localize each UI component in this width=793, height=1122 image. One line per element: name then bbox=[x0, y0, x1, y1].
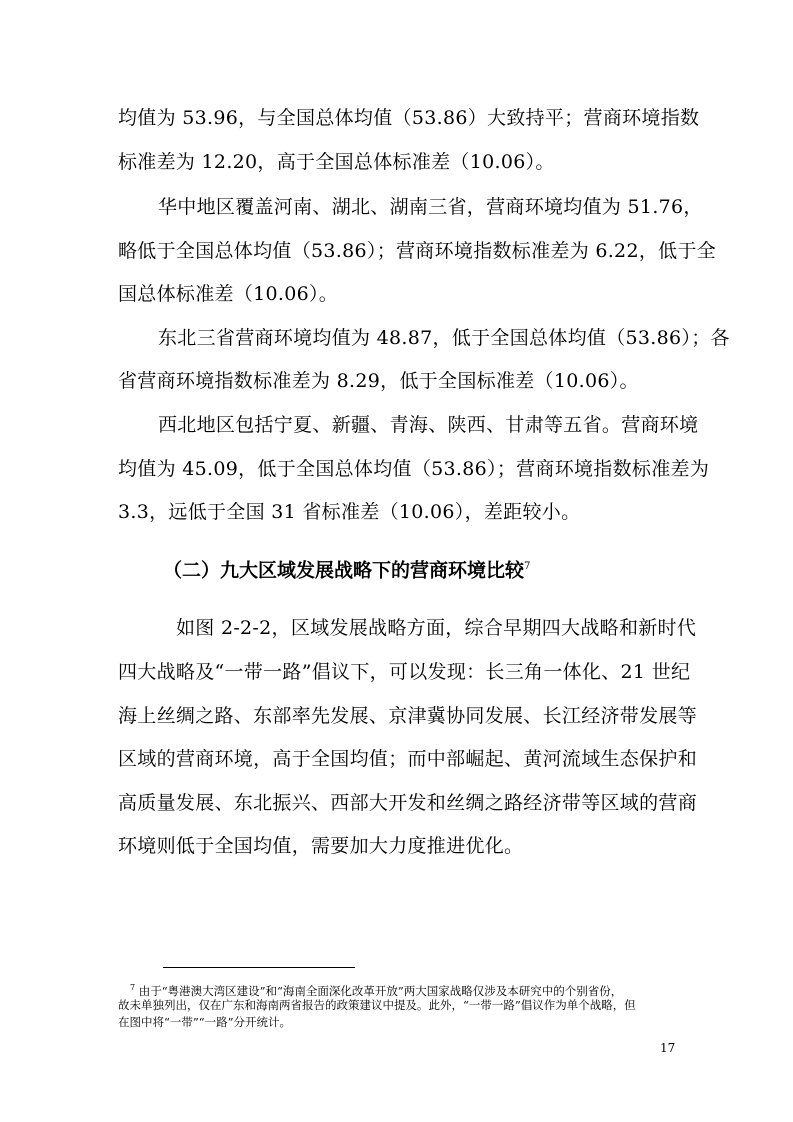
footnote-line: 在图中将“一带”“一路”分开统计。 bbox=[118, 1015, 292, 1029]
footnote-mark: 7 bbox=[130, 983, 136, 992]
section-heading bbox=[163, 554, 530, 583]
body-line: 东北三省营商环境均值为 48.87，低于全国总体均值（53.86）；各 bbox=[158, 327, 730, 349]
footnote-ref[interactable]: 7 bbox=[524, 561, 531, 572]
body-line: 标准差为 12.20，高于全国总体标准差（10.06）。 bbox=[118, 151, 555, 173]
body-line: 略低于全国总体均值（53.86）；营商环境指数标准差为 6.22，低于全 bbox=[118, 240, 717, 262]
body-line: 四大战略及“一带一路”倡议下，可以发现：长三角一体化、21 世纪 bbox=[118, 661, 691, 683]
section-heading-text: （二）九大区域发展战略下的营商环境比较 bbox=[163, 559, 525, 582]
body-line: 高质量发展、东北振兴、西部大开发和丝绸之路经济带等区域的营商 bbox=[118, 792, 698, 814]
body-line: 华中地区覆盖河南、湖北、湖南三省，营商环境均值为 51.76， bbox=[158, 196, 703, 218]
body-line: 海上丝绸之路、东部率先发展、京津冀协同发展、长江经济带发展等 bbox=[118, 705, 698, 727]
body-line: 3.3，远低于全国 31 省标准差（10.06），差距较小。 bbox=[118, 501, 581, 523]
body-line: 西北地区包括宁夏、新疆、青海、陕西、甘肃等五省。营商环境 bbox=[158, 414, 699, 436]
body-line: 环境则低于全国均值，需要加大力度推进优化。 bbox=[118, 835, 524, 857]
body-line: 区域的营商环境，高于全国均值；而中部崛起、黄河流域生态保护和 bbox=[118, 748, 698, 770]
footnote-line: 故未单独列出，仅在广东和海南两省报告的政策建议中提及。此外，“一带一路”倡议作为单个战略，但 bbox=[118, 998, 636, 1012]
body-line: 省营商环境指数标准差为 8.29，低于全国标准差（10.06）。 bbox=[118, 370, 639, 392]
body-line: 国总体标准差（10.06）。 bbox=[118, 283, 339, 305]
body-line: 如图 2-2-2，区域发展战略方面，综合早期四大战略和新时代 bbox=[176, 617, 697, 639]
body-line: 均值为 45.09，低于全国总体均值（53.86）；营商环境指数标准差为 bbox=[118, 458, 710, 480]
footnote-separator bbox=[163, 967, 355, 968]
footnote-line: $^7$ 由于“粤港澳大湾区建设”和“海南全面深化改革开放”两大国家战略仅涉及本研究中的个别省份， bbox=[130, 983, 623, 998]
page-number: 17 bbox=[660, 1041, 676, 1055]
body-line: 均值为 53.96，与全国总体均值（53.86）大致持平；营商环境指数 bbox=[118, 107, 700, 129]
